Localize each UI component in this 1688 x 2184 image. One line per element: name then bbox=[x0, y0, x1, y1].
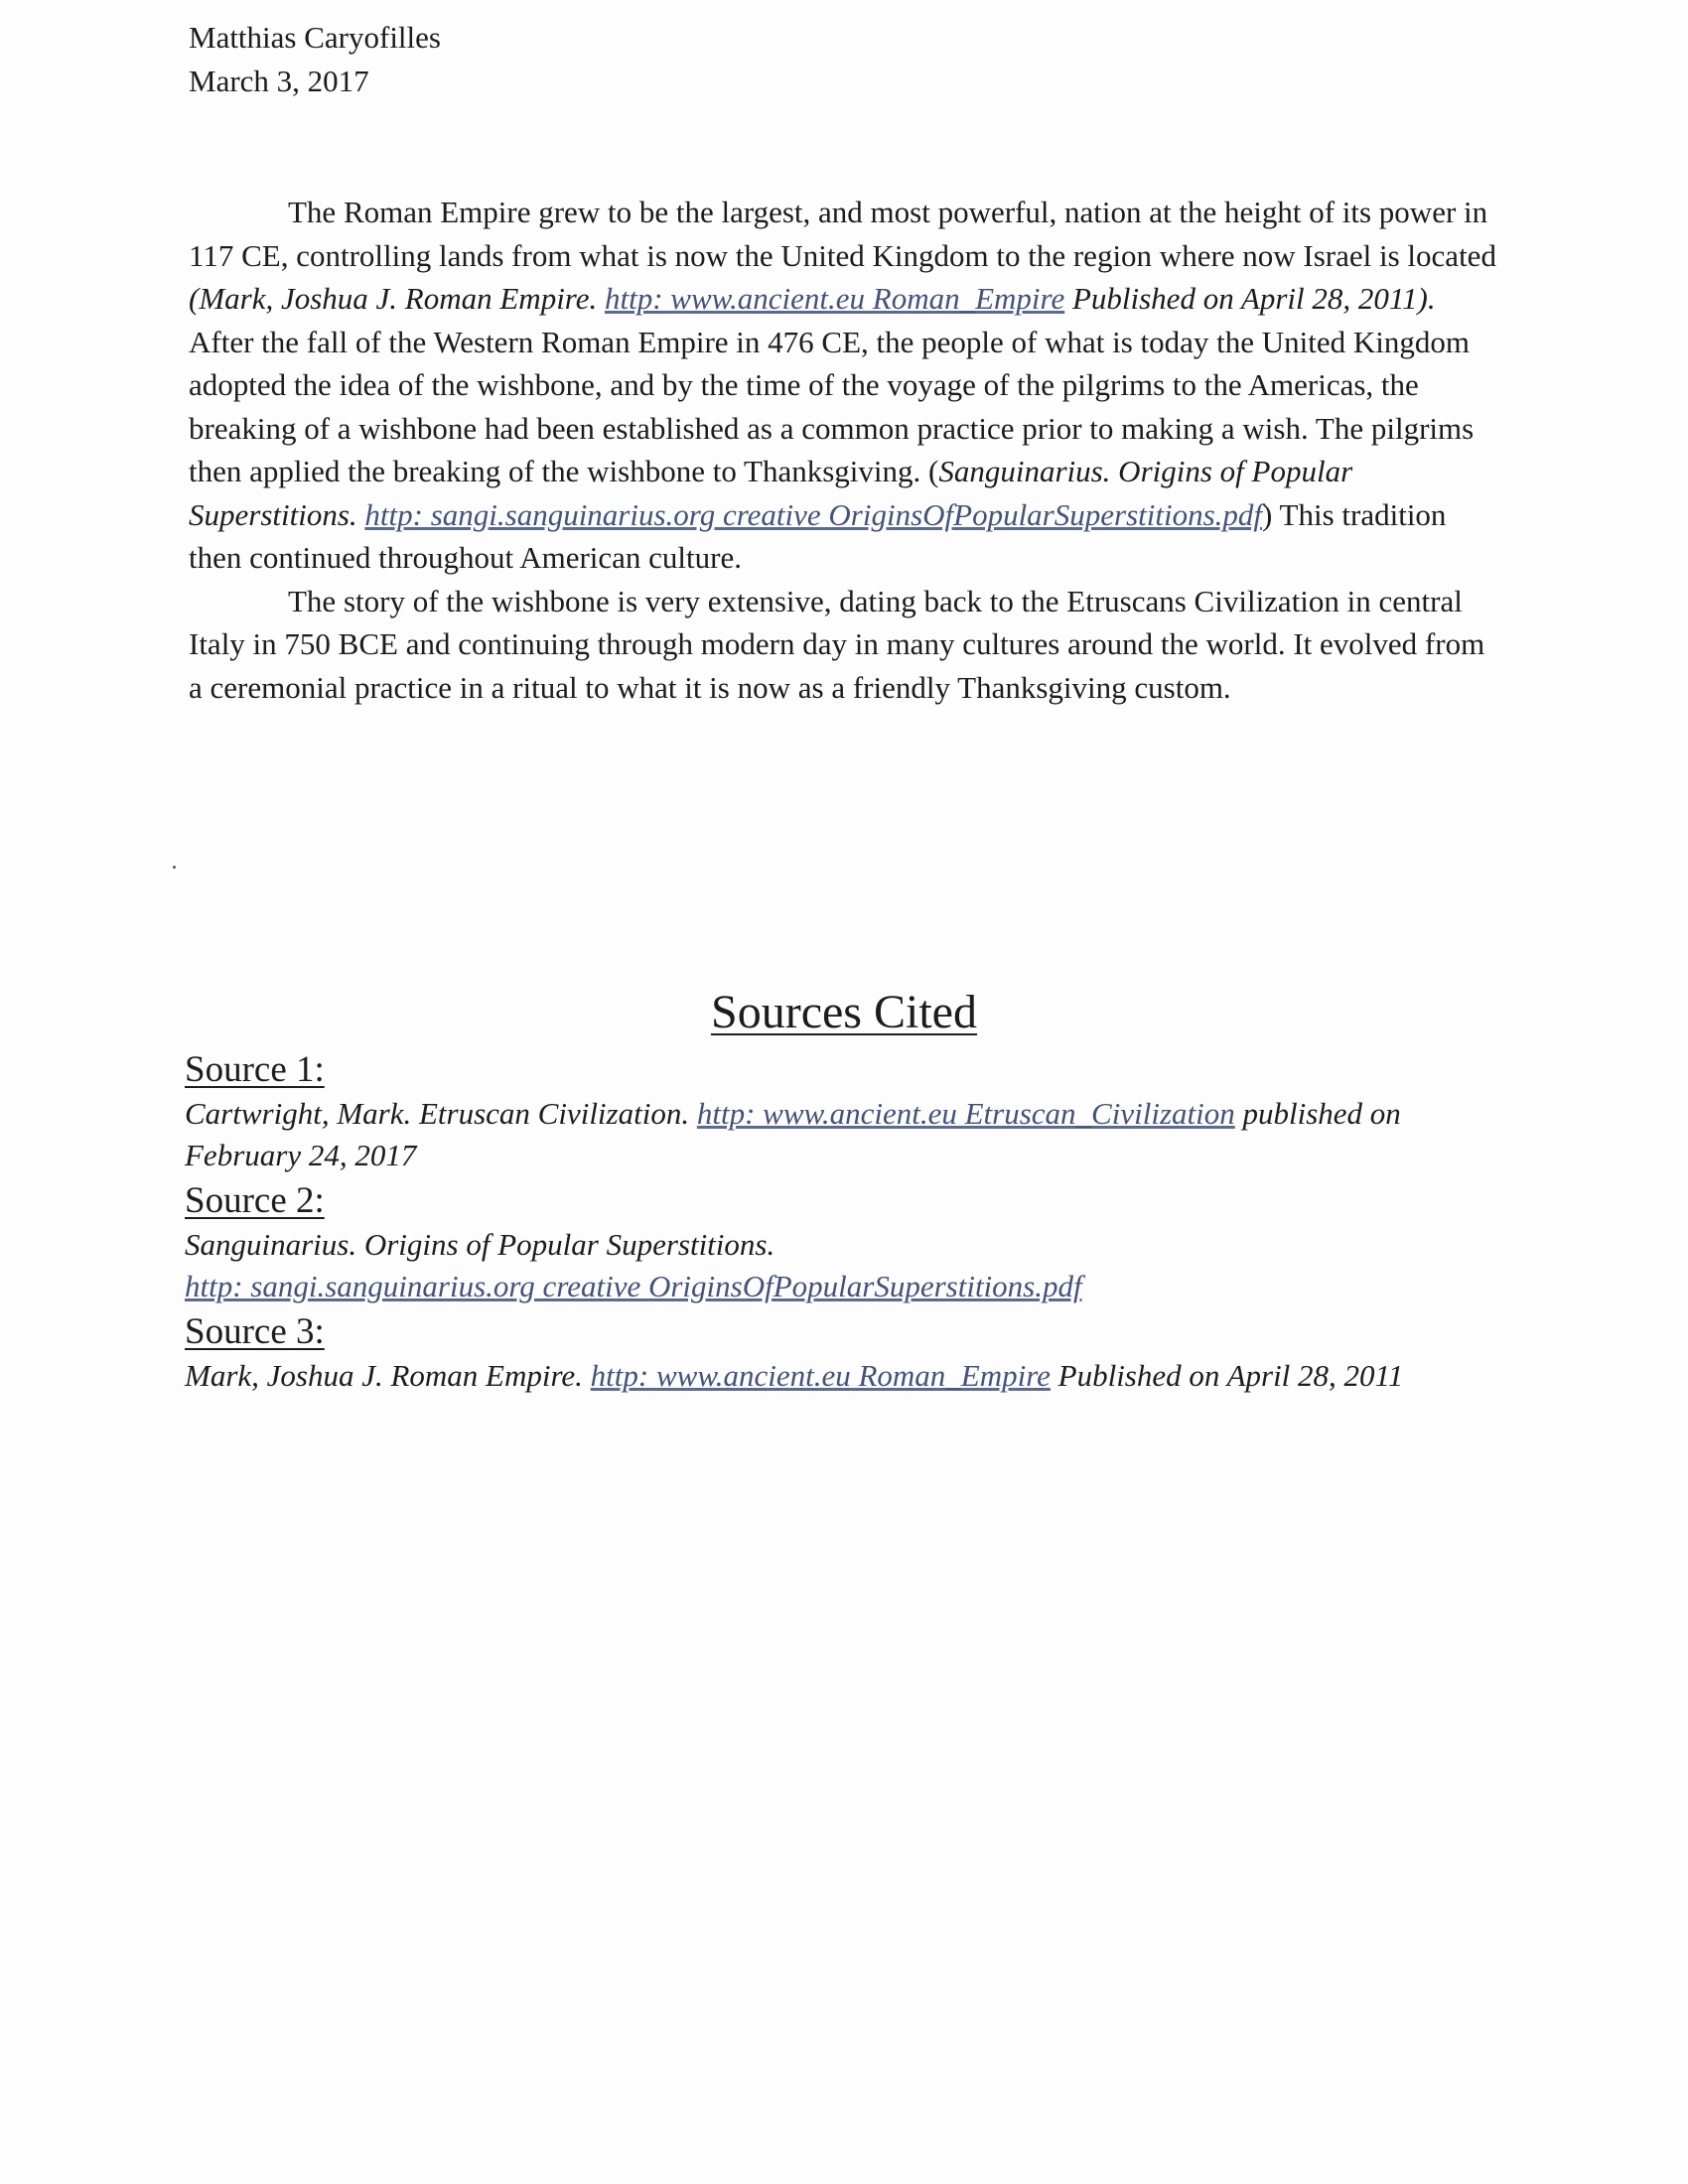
link-superstitions[interactable]: http: sangi.sanguinarius.org creative OriginsOfPopularSuperstitions.pdf bbox=[364, 496, 1263, 532]
source-label-3: Source 3: bbox=[185, 1311, 325, 1352]
sources-title: Sources Cited bbox=[711, 986, 977, 1038]
paragraph-1 bbox=[189, 191, 1499, 580]
paragraph-2: The story of the wishbone is very extensive, dating back to the Etruscans Civilization in central Italy in 750 BCE and continuing through modern day in many cultures around the world. It evolved from a ceremonial practice in a ritual to what it is now as a friendly Thanksgiving custom. bbox=[189, 583, 1485, 705]
essay-body bbox=[189, 191, 1499, 709]
source-item-2 bbox=[185, 1178, 1515, 1307]
source-entry-3 bbox=[185, 1355, 1515, 1397]
source-after-1: published on February 24, 2017 bbox=[185, 1096, 1401, 1172]
source-entry-2 bbox=[185, 1224, 1515, 1307]
citation-roman-empire: (Mark, Joshua J. Roman Empire. bbox=[189, 281, 605, 316]
citation-superstitions: Sanguinarius. Origins of Popular Superstitions. bbox=[189, 454, 1353, 532]
source-link-1[interactable]: http: www.ancient.eu Etruscan_Civilization bbox=[696, 1096, 1235, 1131]
source-link-3[interactable]: http: www.ancient.eu Roman_Empire bbox=[590, 1358, 1051, 1393]
link-roman-empire[interactable]: http: www.ancient.eu Roman_Empire bbox=[604, 281, 1065, 316]
source-after-3: Published on April 28, 2011 bbox=[1050, 1358, 1404, 1393]
source-item-3 bbox=[185, 1309, 1515, 1397]
sources-list bbox=[185, 1047, 1515, 1399]
document-date: March 3, 2017 bbox=[189, 64, 369, 98]
scan-speck bbox=[173, 866, 176, 869]
paragraph-1-text-3: ) This tradition then continued throughout American culture. bbox=[189, 496, 1447, 575]
author-name: Matthias Caryofilles bbox=[189, 20, 441, 55]
paragraph-1-text-2: After the fall of the Western Roman Empire in 476 CE, the people of what is today the United Kingdom adopted the idea of the wishbone, and by the time of the voyage of the pilgrims to the Americas, the breaking of a wishbone had been established as a common practice prior to making a wish. The pilgrims then applied the breaking of the wishbone to Thanksgiving. ( bbox=[189, 324, 1475, 488]
source-link-2[interactable]: http: sangi.sanguinarius.org creative OriginsOfPopularSuperstitions.pdf bbox=[185, 1269, 1082, 1303]
source-citation-2: Sanguinarius. Origins of Popular Superstitions. bbox=[185, 1227, 775, 1262]
source-entry-1 bbox=[185, 1093, 1515, 1176]
source-item-1 bbox=[185, 1047, 1515, 1176]
source-citation-3: Mark, Joshua J. Roman Empire. bbox=[185, 1358, 591, 1393]
source-label-2: Source 2: bbox=[185, 1180, 325, 1221]
source-label-1: Source 1: bbox=[185, 1049, 325, 1090]
citation-roman-empire-date: Published on April 28, 2011). bbox=[1064, 281, 1436, 316]
paragraph-1-text-1: The Roman Empire grew to be the largest, and most powerful, nation at the height of its power in 117 CE, controlling lands from what is now the United Kingdom to the region where now Israel is located bbox=[189, 195, 1496, 273]
document-header bbox=[189, 16, 441, 103]
source-citation-1: Cartwright, Mark. Etruscan Civilization. bbox=[185, 1096, 697, 1131]
